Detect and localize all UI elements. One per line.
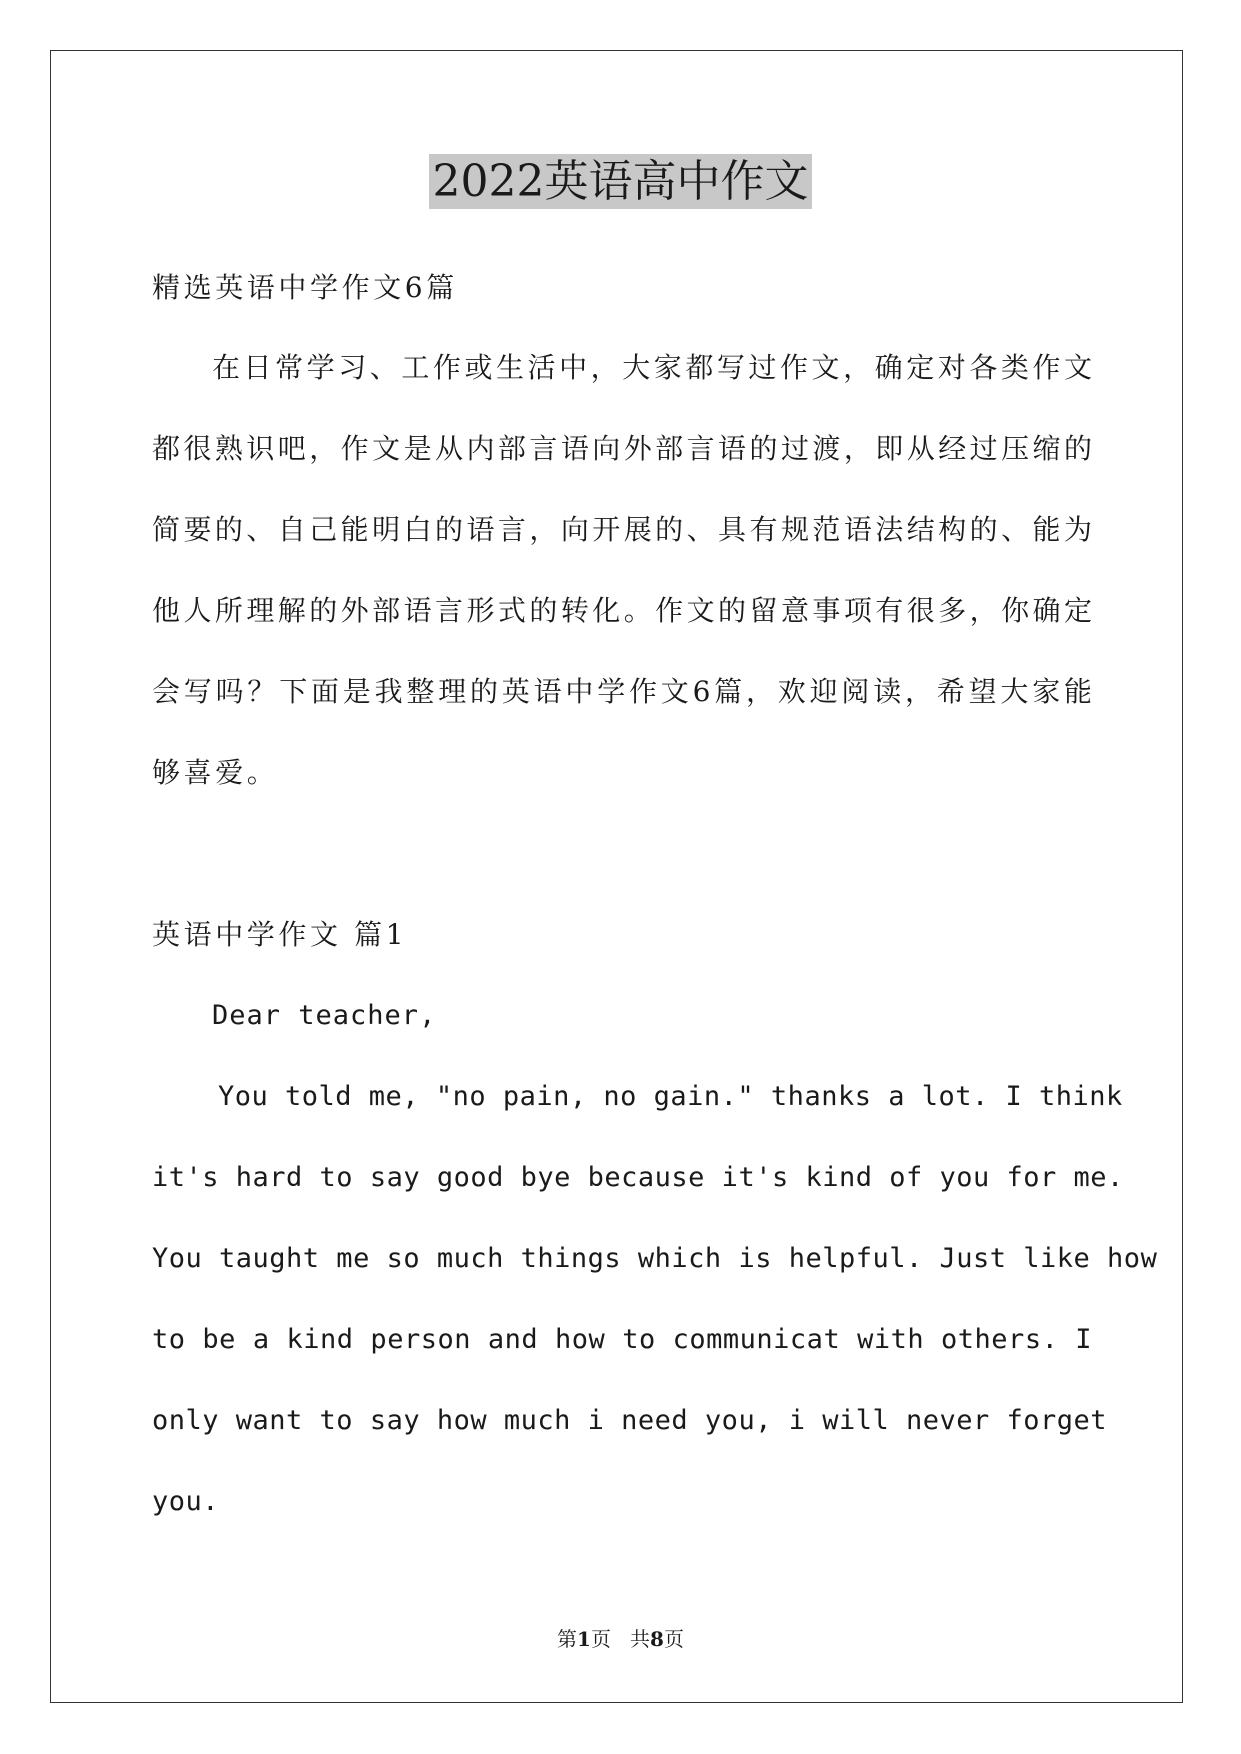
body-line-5: only want to say how much i need you, i will never forget <box>152 1405 1108 1436</box>
body-line-1: You told me, "no pain, no gain." thanks a lot. I think <box>218 1081 1123 1112</box>
footer-total-prefix: 共 <box>630 1627 651 1651</box>
intro-line-5: 会写吗？下面是我整理的英语中学作文6篇，欢迎阅读，希望大家能 <box>152 675 1092 708</box>
footer-page-prefix: 第 <box>557 1627 578 1651</box>
intro-line-6: 够喜爱。 <box>152 756 279 789</box>
document-subtitle: 精选英语中学作文6篇 <box>152 271 458 304</box>
intro-line-1: 在日常学习、工作或生活中，大家都写过作文，确定对各类作文 <box>212 351 1092 384</box>
body-line-3: You taught me so much things which is helpful. Just like how <box>152 1243 1158 1274</box>
body-line-2: it's hard to say good bye because it's kind of you for me. <box>152 1162 1124 1193</box>
footer-total-suffix: 页 <box>663 1627 684 1651</box>
intro-line-3: 简要的、自己能明白的语言，向开展的、具有规范语法结构的、能为 <box>152 513 1092 546</box>
intro-line-4: 他人所理解的外部语言形式的转化。作文的留意事项有很多，你确定 <box>152 594 1092 627</box>
footer-page-suffix: 页 <box>590 1627 611 1651</box>
document-title-text: 2022英语高中作文 <box>429 154 813 209</box>
footer-page-current: 1 <box>577 1627 591 1651</box>
intro-line-2: 都很熟识吧，作文是从内部言语向外部言语的过渡，即从经过压缩的 <box>152 432 1092 465</box>
document-title <box>0 152 1241 212</box>
body-line-6: you. <box>152 1486 220 1517</box>
section-heading: 英语中学作文 篇1 <box>152 918 408 951</box>
page-footer <box>0 1625 1241 1653</box>
letter-greeting: Dear teacher, <box>212 1000 437 1031</box>
body-line-4: to be a kind person and how to communicat with others. I <box>152 1324 1092 1355</box>
footer-page-total: 8 <box>650 1627 664 1651</box>
